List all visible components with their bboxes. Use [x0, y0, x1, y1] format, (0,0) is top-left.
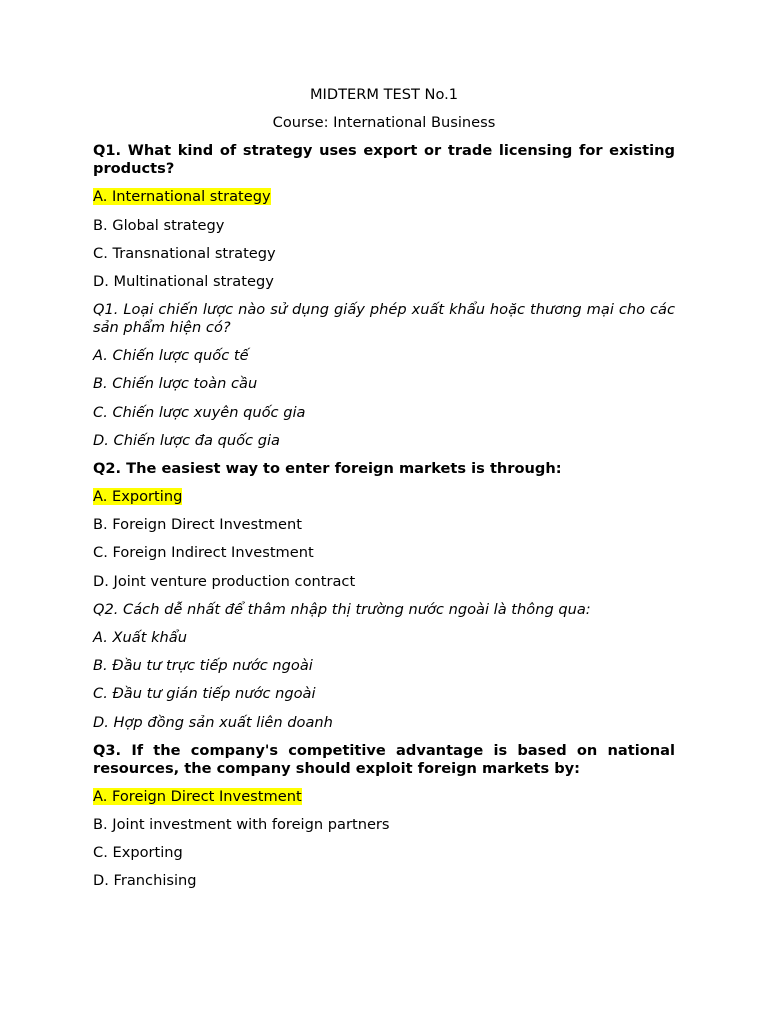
q1-vi-option-b: B. Chiến lược toàn cầu [93, 375, 258, 393]
answer-highlight: A. International strategy [93, 188, 271, 206]
course-name: Course: International Business [272, 114, 496, 132]
question-1: Q1. What kind of strategy uses export or trade licensing for existing products? [93, 142, 675, 178]
q1-option-c: C. Transnational strategy [93, 244, 276, 262]
question-1-vietnamese: Q1. Loại chiến lược nào sử dụng giấy phép xuất khẩu hoặc thương mại cho các sản phẩm hiện có? [93, 301, 675, 337]
q3-option-b: B. Joint investment with foreign partners [93, 815, 390, 833]
question-2: Q2. The easiest way to enter foreign markets is through: [93, 459, 562, 477]
q3-option-a [93, 788, 675, 806]
q1-vi-option-a: A. Chiến lược quốc tế [93, 347, 249, 365]
q2-option-a [93, 488, 675, 506]
q1-option-a [93, 188, 675, 206]
q2-vi-option-d: D. Hợp đồng sản xuất liên doanh [93, 713, 333, 731]
q1-option-b: B. Global strategy [93, 216, 225, 234]
answer-highlight: A. Exporting [93, 488, 183, 506]
question-3: Q3. If the company's competitive advantage is based on national resources, the company should exploit foreign markets by: [93, 741, 675, 777]
q2-option-c: C. Foreign Indirect Investment [93, 544, 314, 562]
q1-vi-option-c: C. Chiến lược xuyên quốc gia [93, 403, 306, 421]
q2-option-b: B. Foreign Direct Investment [93, 516, 302, 534]
q2-vi-option-c: C. Đầu tư gián tiếp nước ngoài [93, 685, 316, 703]
q1-option-d: D. Multinational strategy [93, 272, 274, 290]
q1-vi-option-d: D. Chiến lược đa quốc gia [93, 431, 280, 449]
q2-vi-option-b: B. Đầu tư trực tiếp nước ngoài [93, 657, 313, 675]
q3-option-d: D. Franchising [93, 872, 197, 890]
question-2-vietnamese: Q2. Cách dễ nhất để thâm nhập thị trường nước ngoài là thông qua: [93, 600, 591, 618]
q2-vi-option-a: A. Xuất khẩu [93, 629, 187, 646]
answer-highlight: A. Foreign Direct Investment [93, 787, 302, 805]
document-title: MIDTERM TEST No.1 [309, 86, 459, 103]
q3-option-c: C. Exporting [93, 844, 183, 862]
document-page [93, 86, 675, 901]
q2-option-d: D. Joint venture production contract [93, 572, 356, 590]
